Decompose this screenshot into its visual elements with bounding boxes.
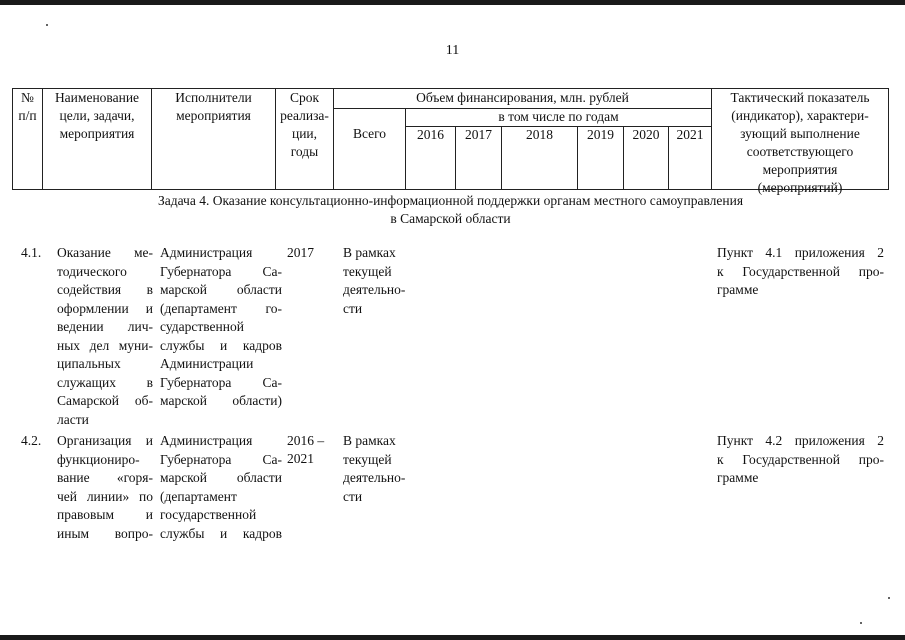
scan-speck <box>46 24 48 26</box>
header-year-2019: 2019 <box>587 127 614 142</box>
header-col-executors: Исполнители мероприятия <box>175 90 252 123</box>
task-title: Задача 4. Оказание консультационно-информационной поддержки органам местного самоуправления в Самарской области <box>157 193 744 226</box>
row-term-start: 2016 – <box>287 433 325 448</box>
header-year-2016: 2016 <box>417 127 444 142</box>
header-col-by-years: в том числе по годам <box>498 109 619 124</box>
row-term-end: 2021 <box>287 451 314 466</box>
header-col-term: Срок реализа- ции, годы <box>280 90 329 159</box>
row-number: 4.2. <box>21 433 42 448</box>
row-indicator: Пункт 4.1 приложения 2 к Государственной про- грамме <box>717 245 884 297</box>
header-col-number: № п/п <box>18 90 37 123</box>
scan-top-border <box>0 0 905 5</box>
scan-speck <box>860 622 862 624</box>
scan-speck <box>888 597 890 599</box>
header-col-indicator: Тактический показатель (индикатор), характери- зующий выполнение соответствующего мероприятия (мероприятий) <box>730 90 870 195</box>
row-executors: Администрация Губернатора Са- марской области (департамент го- сударственной службы и кадров Администрации Губернатора Са- марской области) <box>160 245 282 408</box>
row-executors: Администрация Губернатора Са- марской области (департамент государственной службы и кадров <box>160 433 282 541</box>
header-year-2020: 2020 <box>632 127 660 142</box>
header-col-funding: Объем финансирования, млн. рублей <box>416 90 629 105</box>
row-name: Оказание ме- тодического содействия в оформлении и ведении лич- ных дел муни- ципальных служащих в Самарской об- ласти <box>57 245 153 427</box>
row-term: 2017 <box>287 245 314 260</box>
page-number: 11 <box>445 43 460 58</box>
row-indicator: Пункт 4.2 приложения 2 к Государственной про- грамме <box>717 433 884 485</box>
scan-bottom-border <box>0 635 905 640</box>
header-year-2017: 2017 <box>465 127 492 142</box>
table-header <box>12 88 889 195</box>
header-col-name: Наименование цели, задачи, мероприятия <box>54 90 140 141</box>
row-name: Организация и функциониро- вание «горя- чей линии» по правовым и иным вопро- <box>57 433 153 541</box>
header-year-2021: 2021 <box>676 127 704 142</box>
row-funding: В рамках текущей деятельно- сти <box>343 245 406 316</box>
header-col-total: Всего <box>352 126 387 141</box>
row-number: 4.1. <box>21 245 42 260</box>
row-funding: В рамках текущей деятельно- сти <box>343 433 406 504</box>
header-year-2018: 2018 <box>526 127 553 142</box>
